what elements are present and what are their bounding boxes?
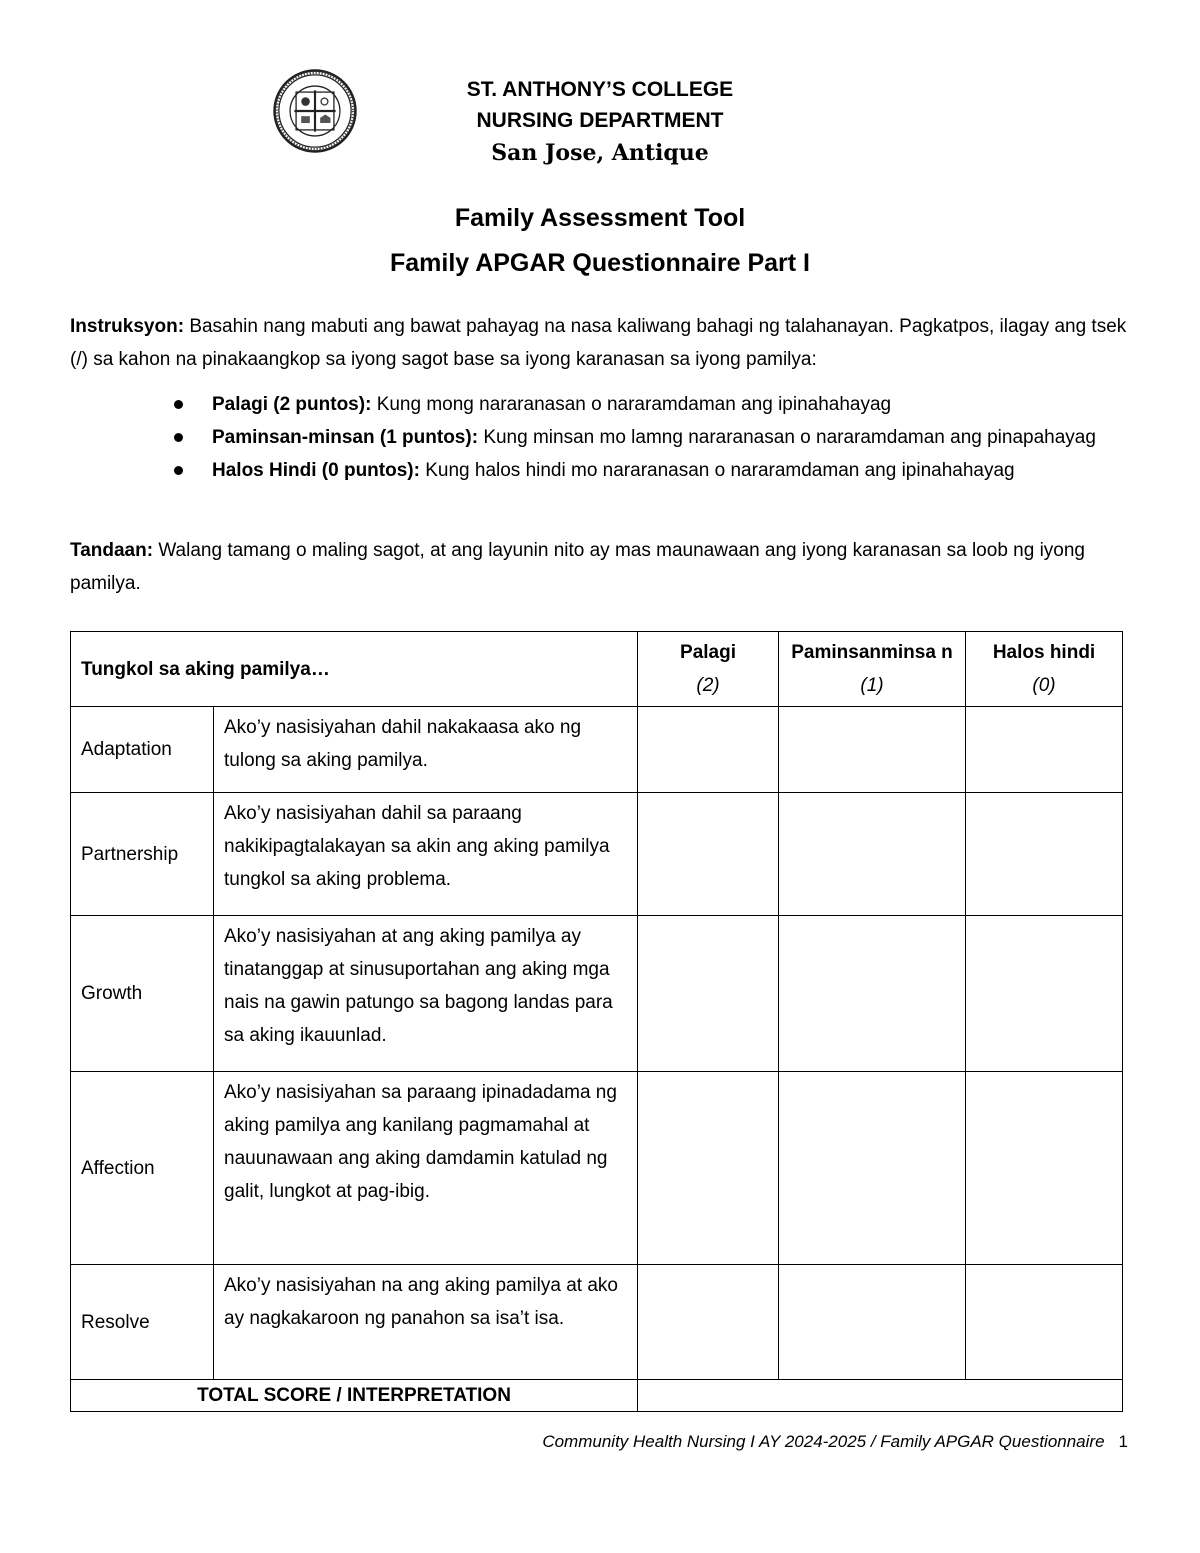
column-label: Palagi bbox=[680, 642, 736, 663]
topic-header: Tungkol sa aking pamilya… bbox=[71, 632, 638, 707]
column-header-palagi bbox=[638, 632, 779, 707]
college-name: ST. ANTHONY’S COLLEGE bbox=[466, 78, 734, 101]
paminsanminsan-checkbox-cell[interactable] bbox=[779, 916, 966, 1072]
department-name: NURSING DEPARTMENT bbox=[476, 109, 724, 132]
instructions-label: Instruksyon: bbox=[70, 316, 185, 337]
table-row bbox=[71, 916, 1123, 1072]
halos-hindi-checkbox-cell[interactable] bbox=[966, 1265, 1123, 1380]
column-header-halos-hindi bbox=[966, 632, 1123, 707]
column-label: Halos hindi bbox=[992, 642, 1096, 663]
paminsanminsan-checkbox-cell[interactable] bbox=[779, 1265, 966, 1380]
list-item bbox=[172, 454, 1130, 487]
paminsanminsan-checkbox-cell[interactable] bbox=[779, 1072, 966, 1265]
palagi-checkbox-cell[interactable] bbox=[638, 1072, 779, 1265]
total-score-cell[interactable] bbox=[638, 1380, 1123, 1412]
statement-cell: Ako’y nasisiyahan dahil nakakaasa ako ng tulong sa aking pamilya. bbox=[214, 707, 638, 793]
option-text: Kung mong nararanasan o nararamdaman ang ipinahahayag bbox=[376, 394, 892, 415]
list-item bbox=[172, 388, 1130, 421]
option-text: Kung minsan mo lamng nararanasan o nararamdaman ang pinapahayag bbox=[483, 427, 1096, 448]
palagi-checkbox-cell[interactable] bbox=[638, 707, 779, 793]
paminsanminsan-checkbox-cell[interactable] bbox=[779, 793, 966, 916]
college-header bbox=[0, 74, 1200, 170]
option-label: Halos Hindi (0 puntos): bbox=[212, 460, 420, 481]
statement-cell: Ako’y nasisiyahan na ang aking pamilya at ako ay nagkakaroon ng panahon sa isa’t isa. bbox=[214, 1265, 638, 1380]
note bbox=[70, 534, 1130, 600]
apgar-table bbox=[70, 631, 1123, 1412]
table-row bbox=[71, 793, 1123, 916]
college-location: San Jose, Antique bbox=[491, 140, 709, 166]
column-label: Paminsanminsa n bbox=[791, 642, 953, 663]
table-row bbox=[71, 1072, 1123, 1265]
document-subtitle: Family APGAR Questionnaire Part I bbox=[389, 249, 810, 277]
statement-cell: Ako’y nasisiyahan sa paraang ipinadadama ng aking pamilya ang kanilang pagmamahal at nauunawaan ang aking damdamin katulad ng galit, lungkot at pag-ibig. bbox=[214, 1072, 638, 1265]
document-titles bbox=[0, 196, 1200, 286]
palagi-checkbox-cell[interactable] bbox=[638, 1265, 779, 1380]
statement-cell: Ako’y nasisiyahan dahil sa paraang nakikipagtalakayan sa akin ang aking pamilya tungkol sa aking problema. bbox=[214, 793, 638, 916]
component-cell: Resolve bbox=[71, 1265, 214, 1380]
component-cell: Adaptation bbox=[71, 707, 214, 793]
column-points: (0) bbox=[1032, 675, 1056, 696]
paminsanminsan-checkbox-cell[interactable] bbox=[779, 707, 966, 793]
component-cell: Affection bbox=[71, 1072, 214, 1265]
table-header-row bbox=[71, 632, 1123, 707]
document-title: Family Assessment Tool bbox=[454, 204, 746, 232]
palagi-checkbox-cell[interactable] bbox=[638, 916, 779, 1072]
halos-hindi-checkbox-cell[interactable] bbox=[966, 916, 1123, 1072]
scoring-options-list bbox=[172, 388, 1130, 487]
bullet-icon bbox=[174, 400, 183, 409]
option-text: Kung halos hindi mo nararanasan o nararamdaman ang ipinahahayag bbox=[425, 460, 1015, 481]
footer-text: Community Health Nursing I AY 2024-2025 / Family APGAR Questionnaire bbox=[542, 1432, 1105, 1451]
instructions bbox=[70, 310, 1130, 376]
halos-hindi-checkbox-cell[interactable] bbox=[966, 707, 1123, 793]
note-text: Walang tamang o maling sagot, at ang layunin nito ay mas maunawaan ang iyong karanasan sa loob ng iyong pamilya. bbox=[70, 540, 1085, 594]
option-label: Palagi (2 puntos): bbox=[212, 394, 372, 415]
bullet-icon bbox=[174, 466, 183, 475]
page-number: 1 bbox=[1118, 1432, 1128, 1451]
page-footer bbox=[0, 1432, 1128, 1452]
component-cell: Partnership bbox=[71, 793, 214, 916]
halos-hindi-checkbox-cell[interactable] bbox=[966, 793, 1123, 916]
bullet-icon bbox=[174, 433, 183, 442]
component-cell: Growth bbox=[71, 916, 214, 1072]
list-item bbox=[172, 421, 1130, 454]
column-points: (2) bbox=[696, 675, 720, 696]
note-label: Tandaan: bbox=[70, 540, 154, 561]
halos-hindi-checkbox-cell[interactable] bbox=[966, 1072, 1123, 1265]
table-row bbox=[71, 707, 1123, 793]
column-points: (1) bbox=[860, 675, 884, 696]
statement-cell: Ako’y nasisiyahan at ang aking pamilya ay tinatanggap at sinusuportahan ang aking mga nais na gawin patungo sa bagong landas para sa aking ikauunlad. bbox=[214, 916, 638, 1072]
total-row bbox=[71, 1380, 1123, 1412]
column-header-paminsanminsan bbox=[779, 632, 966, 707]
total-score-label: TOTAL SCORE / INTERPRETATION bbox=[71, 1380, 638, 1412]
table-row bbox=[71, 1265, 1123, 1380]
option-label: Paminsan-minsan (1 puntos): bbox=[212, 427, 479, 448]
instructions-text: Basahin nang mabuti ang bawat pahayag na nasa kaliwang bahagi ng talahanayan. Pagkatpos, ilagay ang tsek (/) sa kahon na pinakaangkop sa iyong sagot base sa iyong karanasan sa iyong pamilya: bbox=[70, 316, 1127, 370]
palagi-checkbox-cell[interactable] bbox=[638, 793, 779, 916]
